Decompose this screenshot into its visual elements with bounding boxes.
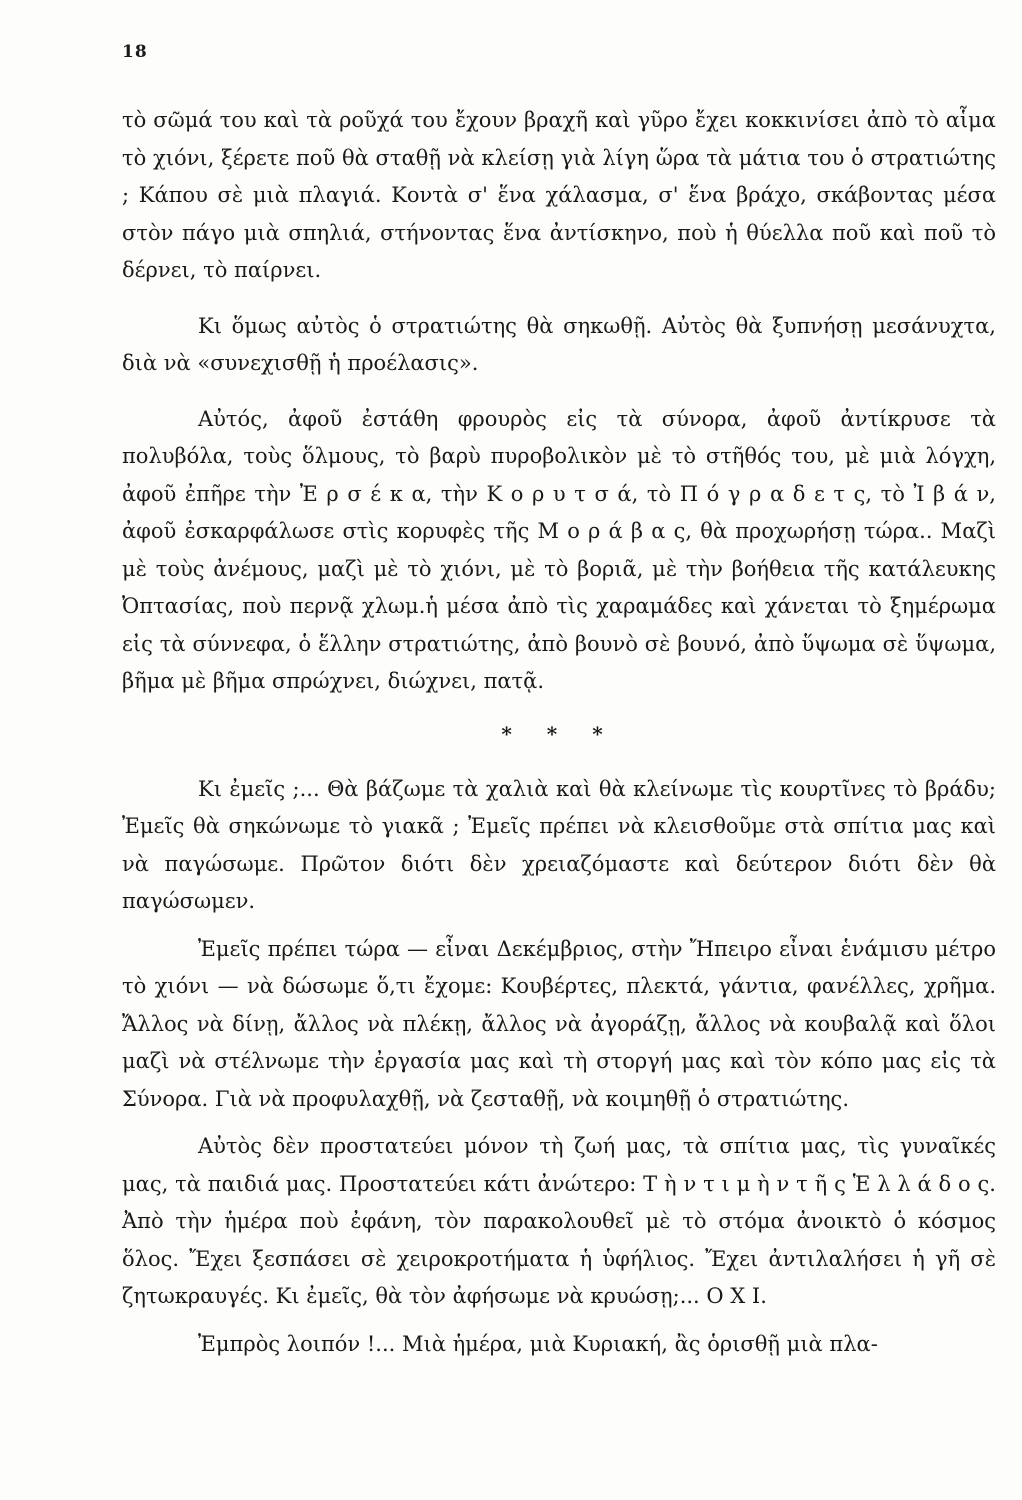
paragraph-6: Αὐτὸς δὲν προστατεύει μόνον τὴ ζωή μας, τὰ σπίτια μας, τὶς γυναῖκές μας, τὰ παιδιά μας. Προστατεύει κάτι ἀνώτερο: Τ ὴ ν τ ι μ ὴ ν τ ῆ ς Ἑ λ λ ά δ ο ς. Ἀπὸ τὴν ἡμέρα ποὺ ἐφάνη, τὸν παρακολουθεῖ μὲ τὸ στόμα ἀνοικτὸ ὁ κόσμος ὅλος. Ἔχει ξεσπάσει σὲ χειροκροτήματα ἡ ὑφήλιος. Ἔχει ἀντιλαλήσει ἡ γῆ σὲ ζητωκραυγές. Κι ἐμεῖς, θὰ τὸν ἀφήσωμε νὰ κρυώσῃ;... Ο Χ Ι. xyxy=(122,1134,996,1308)
paragraph-7: Ἐμπρὸς λοιπόν !... Μιὰ ἡμέρα, μιὰ Κυριακή, ἂς ὁρισθῇ μιὰ πλα- xyxy=(198,1331,878,1356)
section-separator: * * * xyxy=(501,721,617,746)
paragraph-1: τὸ σῶμά του καὶ τὰ ροῦχά του ἔχουν βραχῆ καὶ γῦρο ἔχει κοκκινίσει ἀπὸ τὸ αἷμα τὸ χιόνι, ξέρετε ποῦ θὰ σταθῇ νὰ κλείσῃ γιὰ λίγη ὥρα τὰ μάτια του ὁ στρατιώτης ; Κάπου σὲ μιὰ πλαγιά. Κοντὰ σ' ἕνα χάλασμα, σ' ἕνα βράχο, σκάβοντας μέσα στὸν πάγο μιὰ σπηλιά, στήνοντας ἕνα ἀντίσκηνο, ποὺ ἡ θύελλα ποῦ καὶ ποῦ τὸ δέρνει, τὸ παίρνει. xyxy=(122,108,996,282)
paragraph-2: Κι ὅμως αὐτὸς ὁ στρατιώτης θὰ σηκωθῇ. Αὐτὸς θὰ ξυπνήσῃ μεσάνυχτα, διὰ νὰ «συνεχισθῇ ἡ προέλασις». xyxy=(122,313,996,375)
paragraph-3: Αὐτός, ἀφοῦ ἐστάθη φρουρὸς εἰς τὰ σύνορα, ἀφοῦ ἀντίκρυσε τὰ πολυβόλα, τοὺς ὅλμους, τὸ βαρὺ πυροβολικὸν μὲ τὸ στῆθός του, μὲ μιὰ λόγχη, ἀφοῦ ἐπῆρε τὴν Ἐ ρ σ έ κ α, τὴν Κ ο ρ υ τ σ ά, τὸ Π ό γ ρ α δ ε τ ς, τὸ Ἰ β ά ν, ἀφοῦ ἐσκαρφάλωσε στὶς κορυφὲς τῆς Μ ο ρ ά β α ς, θὰ προχωρήσῃ τώρα.. Μαζὶ μὲ τοὺς ἀνέμους, μαζὶ μὲ τὸ χιόνι, μὲ τὸ βοριᾶ, μὲ τὴν βοήθεια τῆς κατάλευκης Ὀπτασίας, ποὺ περνᾷ χλωμ.ἡ μέσα ἀπὸ τὶς χαραμάδες καὶ χάνεται τὸ ξημέρωμα εἰς τὰ σύννεφα, ὁ ἕλλην στρατιώτης, ἀπὸ βουνὸ σὲ βουνό, ἀπὸ ὕψωμα σὲ ὕψωμα, βῆμα μὲ βῆμα σπρώχνει, διώχνει, πατᾷ. xyxy=(122,406,996,693)
paragraph-4: Κι ἐμεῖς ;... Θὰ βάζωμε τὰ χαλιὰ καὶ θὰ κλείνωμε τὶς κουρτῖνες τὸ βράδυ; Ἐμεῖς θὰ σηκώνωμε τὸ γιακᾶ ; Ἐμεῖς πρέπει νὰ κλεισθοῦμε στὰ σπίτια μας καὶ νὰ παγώσωμε. Πρῶτον διότι δὲν χρειαζόμαστε καὶ δεύτερον διότι δὲν θὰ παγώσωμεν. xyxy=(122,776,996,913)
page-number: 18 xyxy=(122,42,148,62)
paragraph-5: Ἐμεῖς πρέπει τώρα — εἶναι Δεκέμβριος, στὴν Ἤπειρο εἶναι ἑνάμισυ μέτρο τὸ χιόνι — νὰ δώσωμε ὅ,τι ἔχομε: Κουβέρτες, πλεκτά, γάντια, φανέλλες, χρῆμα. Ἄλλος νὰ δίνῃ, ἄλλος νὰ πλέκῃ, ἄλλος νὰ ἀγοράζῃ, ἄλλος νὰ κουβαλᾷ καὶ ὅλοι μαζὶ νὰ στέλνωμε τὴν ἐργασία μας καὶ τὴ στοργή μας καὶ τὸν κόπο μας εἰς τὰ Σύνορα. Γιὰ νὰ προφυλαχθῇ, νὰ ζεσταθῇ, νὰ κοιμηθῇ ὁ στρατιώτης. xyxy=(122,936,996,1111)
body-text xyxy=(122,102,996,1373)
